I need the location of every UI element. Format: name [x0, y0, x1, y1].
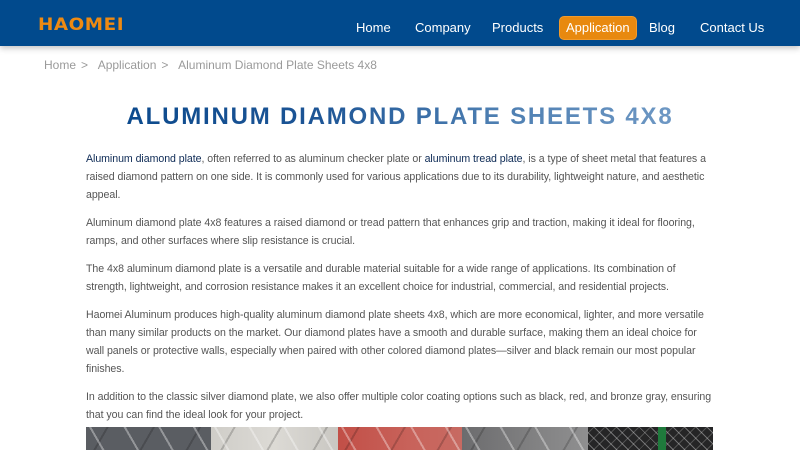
page-title	[0, 102, 800, 132]
nav-home[interactable]: Home	[356, 20, 391, 35]
paragraph-intro	[86, 150, 716, 204]
nav-company[interactable]: Company	[415, 20, 471, 35]
black-diamond-plate-image	[588, 427, 713, 450]
link-aluminum-tread-plate[interactable]: aluminum tread plate	[424, 153, 523, 165]
paragraph-text: , often referred to as aluminum checker plate or	[201, 153, 425, 165]
nav-products[interactable]: Products	[492, 20, 544, 35]
main-nav	[0, 16, 800, 40]
page-title-text: ALUMINUM DIAMOND PLATE SHEETS 4X8	[126, 103, 674, 130]
red-diamond-plate-image	[338, 427, 462, 450]
link-aluminum-diamond-plate[interactable]: Aluminum diamond plate	[86, 153, 202, 165]
breadcrumb-application[interactable]: Application	[97, 58, 157, 72]
paragraph-colors: In addition to the classic silver diamond plate, we also offer multiple color coating options such as black, red, and bronze gray, ensuring that you can find the ideal look for your project.	[86, 391, 712, 421]
paragraph-versatility: The 4x8 aluminum diamond plate is a versatile and durable material suitable for a wide range of applications. Its combination of strength, lightweight, and corrosion resistance makes it an excellent choice for industrial, commercial, and residential projects.	[86, 263, 676, 293]
haomei-logo[interactable]: HAOMEI	[38, 15, 125, 35]
nav-application[interactable]: Application	[559, 16, 637, 40]
nav-blog[interactable]: Blog	[649, 20, 676, 35]
dark-gray-diamond-plate-image	[86, 427, 211, 450]
breadcrumb-separator: >	[161, 58, 169, 72]
breadcrumb-current: Aluminum Diamond Plate Sheets 4x8	[178, 58, 377, 72]
article-body	[86, 150, 716, 434]
nav-contact-us[interactable]: Contact Us	[700, 20, 765, 35]
diamond-plate-image-strip	[86, 427, 713, 450]
paragraph-text: , is a type of sheet metal that features a raised diamond pattern on one side. It is commonly used for various applications due to its durability, lightweight nature, and aesthetic appeal.	[86, 153, 706, 201]
breadcrumb	[44, 58, 377, 74]
paragraph-haomei: Haomei Aluminum produces high-quality aluminum diamond plate sheets 4x8, which are more economical, lighter, and more versatile than many similar products on the market. Our diamond plates have a smooth and durable surface, making them an ideal choice for wall panels or protective walls, especially when paired with other colored diamond plates—silver and black remain our most popular finishes.	[86, 309, 704, 375]
site-header	[0, 0, 800, 46]
breadcrumb-home[interactable]: Home	[44, 58, 77, 72]
green-stripe	[658, 427, 666, 450]
breadcrumb-separator: >	[81, 58, 89, 72]
paragraph-features: Aluminum diamond plate 4x8 features a raised diamond or tread pattern that enhances grip and traction, making it ideal for flooring, ramps, and other surfaces where slip resistance is crucial.	[86, 217, 695, 247]
silver-diamond-plate-image	[211, 427, 338, 450]
gray-diamond-plate-image	[462, 427, 588, 450]
